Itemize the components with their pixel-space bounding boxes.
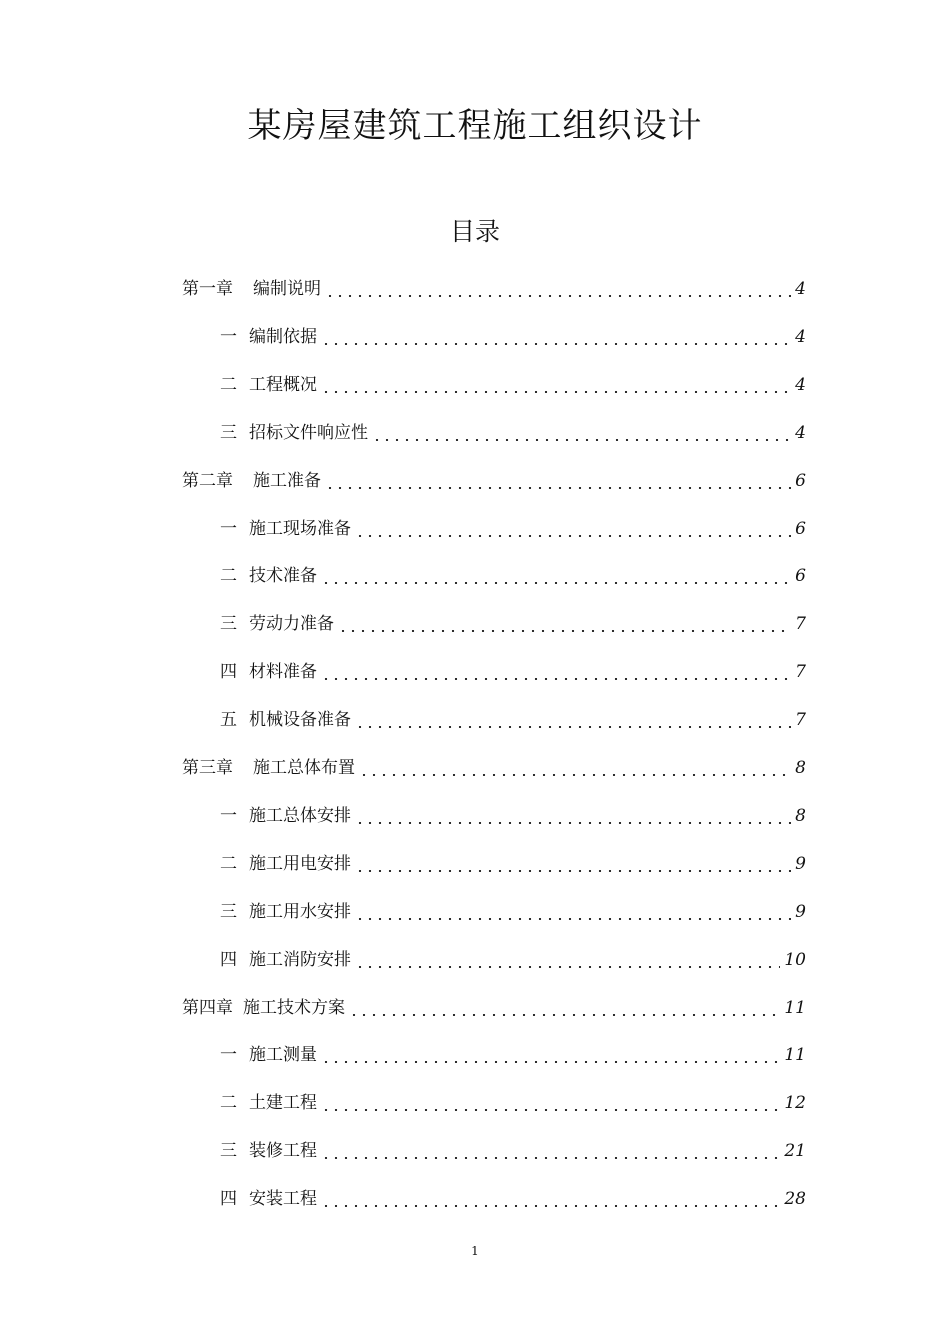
toc-entry-label: 施工总体布置 xyxy=(253,758,355,778)
toc-entry-number: 三 xyxy=(220,901,237,922)
toc-entry-number: 三 xyxy=(220,1141,237,1162)
toc-entry-page: 10 xyxy=(784,949,806,970)
toc-dot-leader xyxy=(355,870,791,872)
toc-entry-number: 四 xyxy=(220,662,237,683)
toc-entry-number: 三 xyxy=(220,614,237,635)
toc-dot-leader xyxy=(321,582,791,584)
toc-dot-leader xyxy=(338,630,791,632)
toc-entry-number: 第二章 xyxy=(182,470,233,491)
toc-dot-leader xyxy=(359,774,791,776)
toc-section-entry[interactable] xyxy=(220,1085,806,1121)
toc-dot-leader xyxy=(355,535,791,537)
toc-entry-page: 4 xyxy=(795,279,806,299)
toc-entry-label: 施工准备 xyxy=(253,470,321,491)
toc-entry-number: 二 xyxy=(220,566,237,587)
toc-entry-page: 4 xyxy=(795,326,806,347)
toc-entry-page: 12 xyxy=(784,1093,806,1114)
toc-chapter-entry[interactable] xyxy=(182,463,806,499)
toc-section-entry[interactable] xyxy=(220,367,806,403)
toc-entry-page: 21 xyxy=(784,1141,806,1162)
toc-entry-number: 一 xyxy=(220,1045,237,1066)
toc-entry-label: 土建工程 xyxy=(249,1093,317,1114)
toc-entry-page: 4 xyxy=(795,374,806,395)
toc-chapter-entry[interactable] xyxy=(182,990,806,1026)
toc-entry-number: 四 xyxy=(220,949,237,970)
toc-section-entry[interactable] xyxy=(220,415,806,451)
toc-entry-label: 施工用水安排 xyxy=(249,901,351,922)
toc-dot-leader xyxy=(355,966,780,968)
toc-dot-leader xyxy=(355,726,791,728)
toc-entry-label: 技术准备 xyxy=(249,566,317,587)
toc-section-entry[interactable] xyxy=(220,606,806,642)
toc-entry-page: 7 xyxy=(795,710,806,731)
toc-dot-leader xyxy=(321,391,791,393)
toc-entry-number: 五 xyxy=(220,710,237,731)
toc-entry-page: 4 xyxy=(795,422,806,443)
toc-section-entry[interactable] xyxy=(220,558,806,594)
toc-dot-leader xyxy=(355,918,791,920)
page-number: 1 xyxy=(471,1244,479,1258)
toc-entry-number: 一 xyxy=(220,326,237,347)
toc-dot-leader xyxy=(321,678,791,680)
toc-dot-leader xyxy=(349,1014,780,1016)
toc-section-entry[interactable] xyxy=(220,942,806,978)
toc-entry-page: 11 xyxy=(784,997,806,1018)
toc-dot-leader xyxy=(321,1205,780,1207)
toc-entry-label: 机械设备准备 xyxy=(249,710,351,731)
toc-dot-leader xyxy=(321,1109,780,1111)
toc-section-entry[interactable] xyxy=(220,846,806,882)
toc-entry-page: 7 xyxy=(795,662,806,683)
toc-entry-page: 8 xyxy=(795,805,806,826)
toc-chapter-entry[interactable] xyxy=(182,750,806,786)
toc-entry-label: 施工消防安排 xyxy=(249,949,351,970)
toc-entry-label: 材料准备 xyxy=(249,662,317,683)
document-title: 某房屋建筑工程施工组织设计 xyxy=(247,106,703,146)
toc-section-entry[interactable] xyxy=(220,894,806,930)
toc-dot-leader xyxy=(372,439,791,441)
toc-entry-label: 编制依据 xyxy=(249,326,317,347)
toc-heading: 目录 xyxy=(449,217,500,246)
toc-entry-label: 劳动力准备 xyxy=(249,614,334,635)
toc-section-entry[interactable] xyxy=(220,654,806,690)
toc-entry-page: 6 xyxy=(795,518,806,539)
toc-entry-page: 7 xyxy=(795,614,806,635)
toc-entry-label: 工程概况 xyxy=(249,374,317,395)
toc-entry-label: 施工用电安排 xyxy=(249,853,351,874)
toc-entry-number: 二 xyxy=(220,853,237,874)
toc-section-entry[interactable] xyxy=(220,1133,806,1169)
toc-entry-number: 二 xyxy=(220,1093,237,1114)
toc-entry-page: 8 xyxy=(795,758,806,778)
toc-entry-number: 第一章 xyxy=(182,279,233,299)
toc-section-entry[interactable] xyxy=(220,1181,806,1217)
toc-entry-page: 6 xyxy=(795,566,806,587)
toc-section-entry[interactable] xyxy=(220,1037,806,1073)
toc-dot-leader xyxy=(321,1157,780,1159)
toc-entry-label: 编制说明 xyxy=(253,279,321,299)
toc-entry-number: 第四章 xyxy=(182,997,233,1018)
toc-dot-leader xyxy=(321,343,791,345)
toc-entry-label: 安装工程 xyxy=(249,1189,317,1210)
toc-entry-number: 第三章 xyxy=(182,758,233,778)
toc-entry-number: 一 xyxy=(220,518,237,539)
toc-entry-label: 施工总体安排 xyxy=(249,805,351,826)
toc-entry-number: 一 xyxy=(220,805,237,826)
toc-section-entry[interactable] xyxy=(220,511,806,547)
toc-entry-page: 28 xyxy=(784,1189,806,1210)
toc-entry-number: 四 xyxy=(220,1189,237,1210)
toc-entry-page: 6 xyxy=(795,470,806,491)
toc-entry-page: 9 xyxy=(795,853,806,874)
toc-dot-leader xyxy=(321,1061,780,1063)
toc-entry-label: 施工技术方案 xyxy=(243,997,345,1018)
toc-dot-leader xyxy=(325,487,791,489)
toc-entry-label: 装修工程 xyxy=(249,1141,317,1162)
toc-dot-leader xyxy=(355,822,791,824)
toc-entry-number: 三 xyxy=(220,422,237,443)
toc-section-entry[interactable] xyxy=(220,702,806,738)
toc-entry-page: 11 xyxy=(784,1045,806,1066)
toc-entry-label: 施工现场准备 xyxy=(249,518,351,539)
toc-dot-leader xyxy=(325,295,791,297)
toc-entry-label: 施工测量 xyxy=(249,1045,317,1066)
toc-entry-page: 9 xyxy=(795,901,806,922)
toc-section-entry[interactable] xyxy=(220,798,806,834)
toc-entry-label: 招标文件响应性 xyxy=(249,422,368,443)
toc-chapter-entry[interactable] xyxy=(182,271,806,307)
toc-entry-number: 二 xyxy=(220,374,237,395)
toc-section-entry[interactable] xyxy=(220,319,806,355)
